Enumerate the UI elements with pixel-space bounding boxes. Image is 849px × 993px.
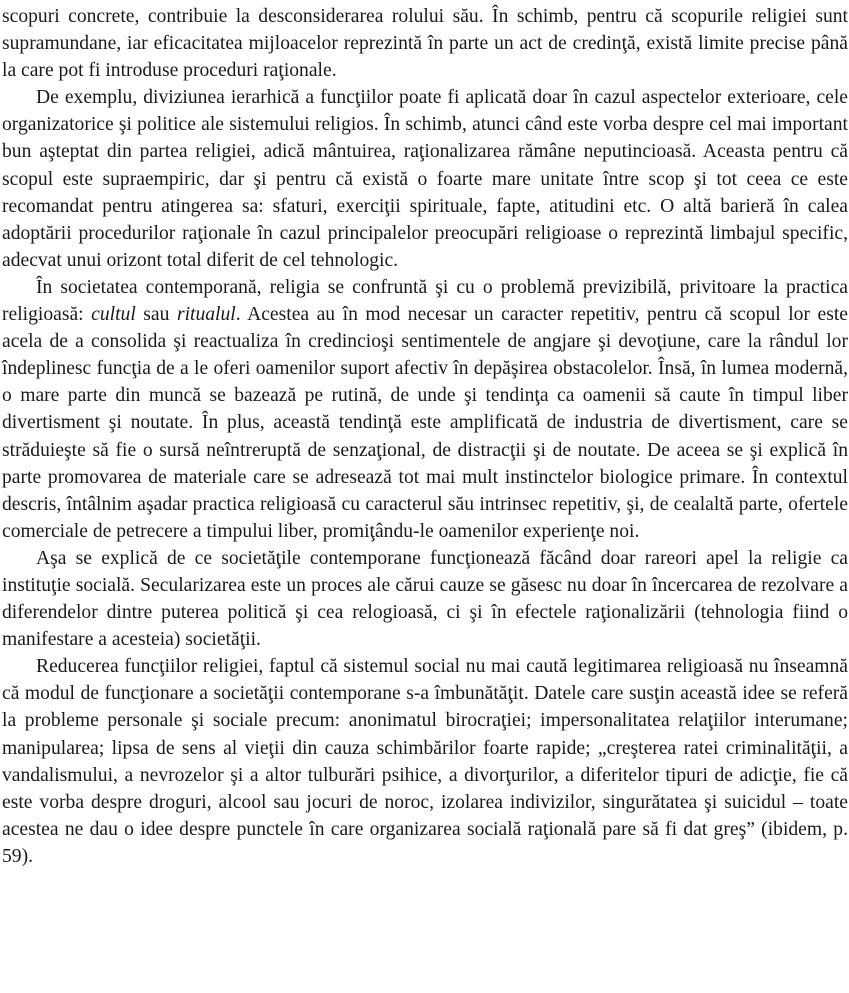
italic-term-ritualul: ritualul — [176, 304, 236, 326]
paragraph-5-text: Reducerea funcţiilor religiei, faptul că sistemul social nu mai caută legitimarea religioasă nu înseamnă că modul de funcţionare a societăţii contemporane s-a îmbunătăţit. Datele care susţin această idee se referă la probleme personale şi sociale precum: anonimatul birocraţiei; impersonalitatea relaţiilor interumane; manipularea; lipsa de sens al vieţii din cauza schimbărilor foarte rapide; „creşterea ratei criminalităţii, a vandalismului, a nevrozelor şi a altor tulburări psihice, a divorţurilor, a diferitelor tipuri de adicţie, fie că este vorba despre droguri, alcool sau jocuri de noroc, izolarea indivizilor, singurătatea şi suicidul – toate acestea ne dau o idee despre punctele în care organizarea socială raţională pare să fi dat greş” (ibidem, p. 59). — [2, 656, 848, 867]
paragraph-3-text-a: În societatea contemporană, religia se confruntă şi cu o problemă previzibilă, privitoare la practica religioasă: — [2, 276, 848, 326]
paragraph-4-text: Aşa se explică de ce societăţile contemporane funcţionează făcând doar rareori apel la religie ca instituţie socială. Secularizarea este un proces ale cărui cauze se găsesc nu doar în încercarea de rezolvare a diferendelor dintre puterea politică şi cea relogioasă, ci şi în efectele raţionalizării (tehnologia fiind o manifestare a acesteia) societăţii. — [2, 547, 848, 651]
paragraph-2 — [2, 84, 848, 274]
paragraph-4 — [2, 545, 848, 653]
paragraph-2-text: De exemplu, diviziunea ierarhică a funcţiilor poate fi aplicată doar în cazul aspectelor exterioare, cele organizatorice şi politice ale sistemului religios. În schimb, atunci când este vorba despre cel mai important bun aşteptat din partea religiei, adică mântuirea, raţionalizarea rămâne neputincioasă. Aceasta pentru că scopul este supraempiric, dar şi pentru că există o foarte mare unitate între scop şi tot ceea ce este recomandat pentru atingerea sa: sfaturi, exerciţii spirituale, fapte, atitudini etc. O altă barieră în calea adoptării procedurilor raţionale în cazul principalelor preocupări religioase o reprezintă limbajul specific, adecvat unui orizont total diferit de cel tehnologic. — [2, 87, 848, 271]
paragraph-3 — [2, 274, 848, 545]
paragraph-1 — [2, 3, 848, 84]
paragraph-1-text: scopuri concrete, contribuie la desconsiderarea rolului său. În schimb, pentru că scopurile religiei sunt supramundane, iar eficacitatea mijloacelor reprezintă în parte un act de credinţă, există limite precise până la care pot fi introduse proceduri raţionale. — [2, 6, 848, 82]
italic-term-cultul: cultul — [91, 304, 136, 326]
paragraph-3-text-b: sau — [135, 304, 177, 326]
paragraph-3-text-c: . Acestea au în mod necesar un caracter repetitiv, pentru că scopul lor este acela de a consolida şi reactualiza în credincioşi sentimentele de angjare şi devoţiune, care la rândul lor îndeplinesc funcţia de a le oferi oamenilor suport afectiv în depăşirea obstacolelor. Însă, în lumea modernă, o mare parte din muncă se bazează pe rutină, de unde şi tendinţa ca oamenii să caute în timpul liber divertisment şi noutate. În plus, această tendinţă este amplificată de industria de divertisment, care se străduieşte să fie o sursă neîntreruptă de senzaţional, de distracţii şi de noutate. De aceea se şi explică în parte promovarea de materiale care se adresează tot mai mult instinctelor biologice primare. În contextul descris, întâlnim aşadar practica religioasă cu caracterul său intrinsec repetitiv, şi, de cealaltă parte, ofertele comerciale de petrecere a timpului liber, promiţându-le oamenilor experienţe noi. — [2, 304, 848, 542]
paragraph-5 — [2, 653, 848, 870]
